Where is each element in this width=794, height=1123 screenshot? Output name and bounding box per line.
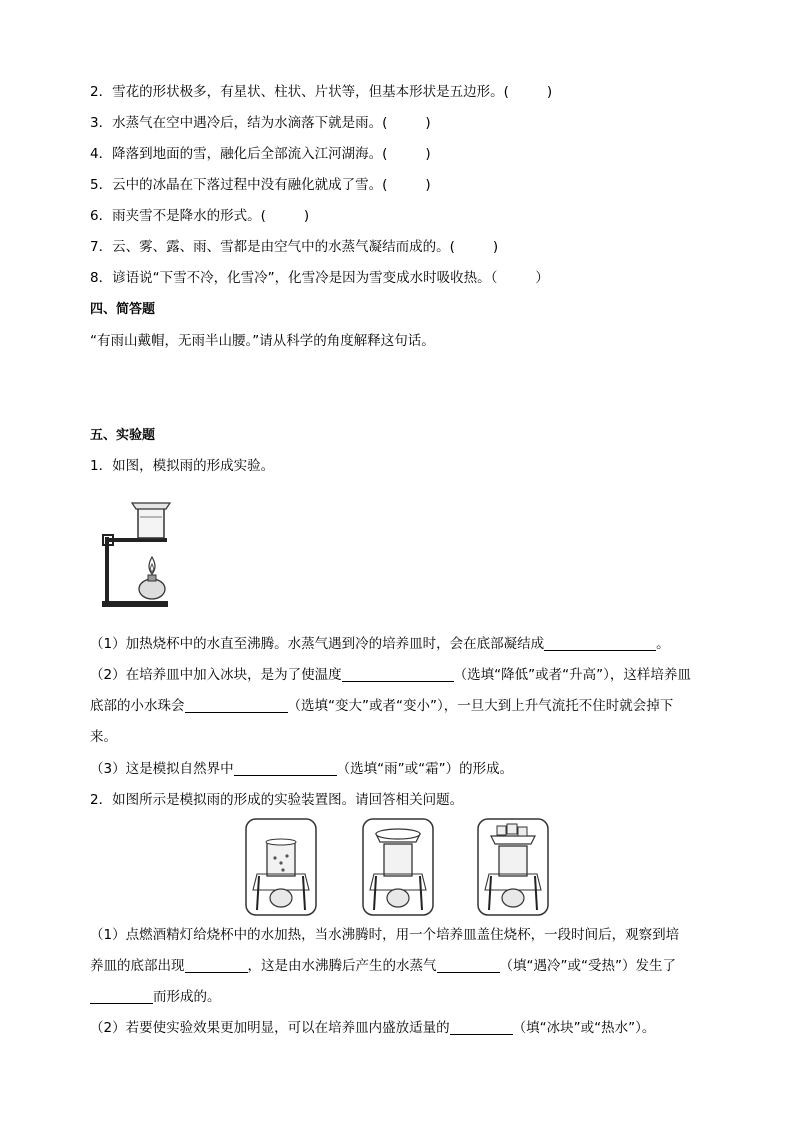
judgement-q6: 6．雨夹雪不是降水的形式。( ) (90, 208, 310, 224)
judgement-q4: 4．降落到地面的雪，融化后全部流入江河湖海。( ) (90, 146, 431, 162)
s5-q1-part3: （3）这是模拟自然界中 （选填“雨”或“霜”）的形成。 (90, 761, 514, 777)
experiment-apparatus-figure-2a (245, 818, 317, 916)
answer-blank[interactable] (90, 989, 153, 1004)
s5-q2-part1-line2: 养皿的底部出现 ，这是由水沸腾后产生的水蒸气 （填“遇冷”或“受热”）发生了 (90, 958, 676, 974)
s5-q1-part2-line3: 来。 (90, 729, 117, 745)
s5-q1-stem: 1．如图，模拟雨的形成实验。 (90, 458, 275, 474)
s5-q1-part1: （1）加热烧杯中的水直至沸腾。水蒸气遇到冷的培养皿时，会在底部凝结成 。 (90, 636, 670, 652)
answer-blank[interactable] (342, 667, 454, 682)
judgement-q7: 7．云、雾、露、雨、雪都是由空气中的水蒸气凝结而成的。( ) (90, 239, 499, 255)
s5-q2-part1-line3: 而形成的。 (90, 988, 221, 1006)
s5-q1-part2-line1: （2）在培养皿中加入冰块，是为了使温度 （选填“降低”或者“升高”），这样培养皿 (90, 667, 691, 683)
answer-blank[interactable] (544, 636, 656, 651)
answer-blank[interactable] (437, 958, 500, 973)
experiment-apparatus-figure-2b (362, 818, 434, 916)
answer-blank[interactable] (185, 958, 248, 973)
section5-title: 五、实验题 (90, 428, 156, 443)
answer-blank[interactable] (450, 1020, 513, 1035)
judgement-q3: 3．水蒸气在空中遇冷后，结为水滴落下就是雨。( ) (90, 115, 431, 131)
section4-title: 四、简答题 (90, 302, 156, 317)
s5-q2-part2: （2）若要使实验效果更加明显，可以在培养皿内盛放适量的 （填“冰块”或“热水”）。 (90, 1020, 656, 1036)
judgement-q2: 2．雪花的形状极多，有星状、柱状、片状等，但基本形状是五边形。( ) (90, 84, 553, 100)
s5-q2-stem: 2．如图所示是模拟雨的形成的实验装置图。请回答相关问题。 (90, 792, 464, 808)
answer-blank[interactable] (234, 761, 337, 776)
s5-q1-part2-line2: 底部的小水珠会 （选填“变大”或者“变小”），一旦大到上升气流托不住时就会掉下 (90, 698, 674, 714)
experiment-apparatus-figure-2c (477, 818, 549, 916)
s5-q2-part1-line1: （1）点燃酒精灯给烧杯中的水加热，当水沸腾时，用一个培养皿盖住烧杯，一段时间后，观察到培 (90, 927, 680, 943)
answer-blank[interactable] (185, 698, 288, 713)
judgement-q5: 5．云中的冰晶在下落过程中没有融化就成了雪。( ) (90, 177, 431, 193)
judgement-q8: 8．谚语说“下雪不冷，化雪冷”，化雪冷是因为雪变成水时吸收热。（ ） (90, 270, 549, 286)
section4-question: “有雨山戴帽，无雨半山腰。”请从科学的角度解释这句话。 (90, 333, 435, 349)
experiment-apparatus-figure-1 (96, 493, 176, 613)
